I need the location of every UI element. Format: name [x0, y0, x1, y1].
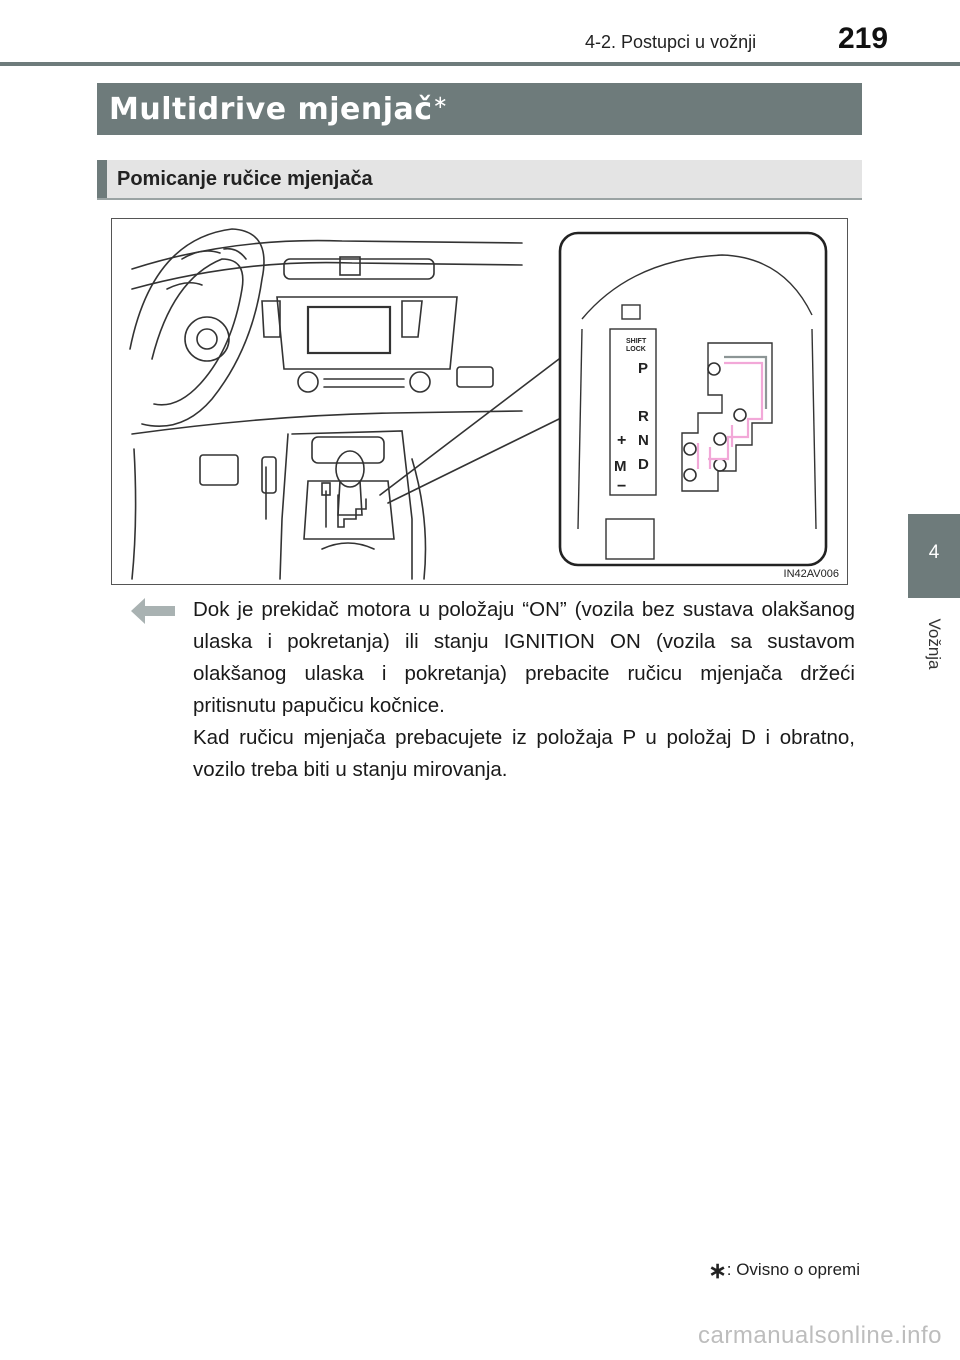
chapter-heading: 4-2. Postupci u vožnji — [585, 32, 757, 52]
dashboard-drawing — [112, 219, 849, 586]
shift-lock-label-2: LOCK — [626, 346, 646, 353]
gear-m-label: M — [614, 458, 627, 475]
footnote-marker: ∗ — [708, 1258, 727, 1283]
section-title — [109, 92, 448, 127]
watermark: carmanualsonline.info — [698, 1322, 942, 1349]
chapter-side-label — [914, 610, 954, 680]
instruction-text — [193, 594, 855, 786]
footnote — [708, 1258, 860, 1284]
arrow-left-icon — [131, 598, 175, 624]
footnote-text: : Ovisno o opremi — [726, 1260, 860, 1279]
subsection-title: Pomicanje ručice mjenjača — [117, 168, 373, 190]
gear-minus-label: − — [617, 478, 627, 495]
instruction-paragraph-2: Kad ručicu mjenjača prebacujete iz položaja P u položaj D i obratno, vozilo treba biti u stanju mirovanja. — [193, 726, 855, 781]
subsection-accent — [97, 160, 107, 198]
section-title-text: Multidrive mjenjač — [109, 92, 433, 127]
chapter-tab-number: 4 — [928, 542, 940, 563]
section-title-bar — [97, 83, 862, 135]
page-number: 219 — [838, 22, 889, 55]
chapter-side-label-text: Vožnja — [925, 618, 944, 670]
gear-n-label: N — [638, 432, 649, 449]
figure-code: IN42AV006 — [783, 568, 839, 580]
subsection-title-bar — [97, 160, 862, 200]
gear-r-label: R — [638, 408, 649, 425]
gear-d-label: D — [638, 456, 649, 473]
gear-plus-label: + — [617, 432, 627, 449]
optional-equipment-marker: ∗ — [432, 92, 449, 113]
instruction-paragraph-1: Dok je prekidač motora u položaju “ON” (vozila bez sustava olakšanog ulaska i pokretanja) ili stanju IGNITION ON (vozila sa sustavom olakšanog ulaska i pokretanja) prebacite ručicu mjenjača držeći pritisnutu papučicu kočnice. — [193, 598, 855, 717]
header-divider — [0, 62, 960, 66]
chapter-tab — [908, 514, 960, 598]
shift-lock-label: SHIFT — [626, 338, 647, 345]
gear-p-label: P — [638, 360, 649, 377]
shift-lever-illustration — [111, 218, 848, 585]
